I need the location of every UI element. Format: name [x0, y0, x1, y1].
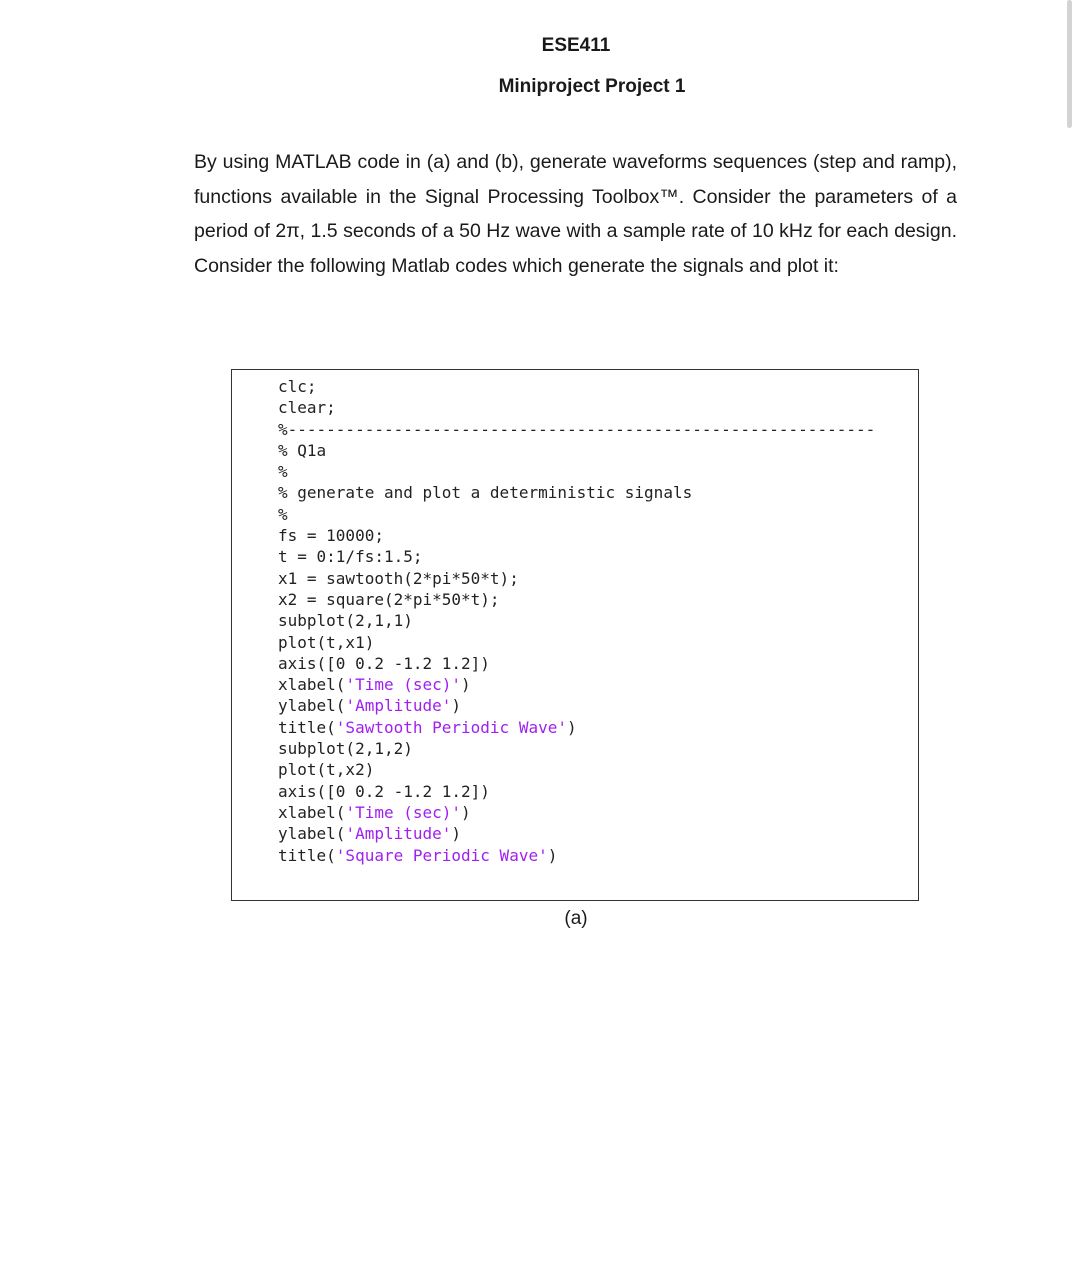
code-token: title(	[278, 717, 336, 737]
figure-caption: (a)	[564, 908, 588, 929]
string-literal: 'Time (sec)'	[345, 802, 462, 822]
code-line: %	[278, 462, 288, 482]
code-line	[278, 675, 471, 694]
code-line: x2 = square(2*pi*50*t);	[278, 589, 500, 609]
string-literal: 'Amplitude'	[345, 696, 452, 716]
scrollbar[interactable]	[1067, 0, 1072, 128]
code-token: )	[566, 717, 577, 737]
code-token: title(	[278, 845, 336, 865]
project-title: Miniproject Project 1	[498, 76, 686, 97]
code-line: subplot(2,1,2)	[278, 739, 413, 759]
code-token: )	[461, 802, 471, 822]
code-line	[278, 718, 577, 737]
code-line	[278, 696, 461, 715]
code-line: fs = 10000;	[278, 526, 384, 546]
code-token: xlabel(	[278, 802, 346, 822]
code-line	[278, 824, 461, 843]
code-line: axis([0 0.2 -1.2 1.2])	[278, 781, 490, 801]
code-line: x1 = sawtooth(2*pi*50*t);	[278, 568, 519, 588]
code-line	[278, 803, 471, 822]
code-listing	[278, 376, 875, 866]
code-line: %	[278, 504, 288, 524]
code-line: %-------------------------------------------------------------	[278, 419, 876, 439]
intro-paragraph: By using MATLAB code in (a) and (b), generate waveforms sequences (step and ramp), functions available in the Signal Processing Toolbox™. Consider the parameters of a period of 2π, 1.5 seconds of a 50 Hz wave with a sample rate of 10 kHz for each design. Consider the following Matlab codes which generate the signals and plot it:	[194, 151, 957, 277]
code-token: ylabel(	[278, 696, 346, 716]
code-token: )	[451, 696, 462, 716]
code-line: axis([0 0.2 -1.2 1.2])	[278, 653, 490, 673]
string-literal: 'Square Periodic Wave'	[335, 845, 548, 865]
code-line: % Q1a	[278, 440, 327, 460]
code-listing-box	[231, 369, 919, 901]
code-line: t = 0:1/fs:1.5;	[278, 547, 423, 567]
code-line: clear;	[278, 398, 336, 418]
code-line	[278, 846, 557, 865]
code-line: clc;	[278, 377, 317, 396]
code-token: )	[461, 675, 471, 695]
string-literal: 'Sawtooth Periodic Wave'	[335, 717, 567, 737]
code-line: % generate and plot a deterministic signals	[278, 483, 693, 503]
code-line: plot(t,x1)	[278, 632, 375, 652]
code-line: subplot(2,1,1)	[278, 611, 413, 631]
code-token: )	[451, 824, 462, 844]
string-literal: 'Time (sec)'	[345, 675, 462, 695]
string-literal: 'Amplitude'	[345, 824, 452, 844]
code-token: xlabel(	[278, 675, 346, 695]
course-code: ESE411	[541, 35, 611, 56]
code-token: ylabel(	[278, 824, 346, 844]
code-line: plot(t,x2)	[278, 760, 375, 780]
code-token: )	[547, 845, 558, 865]
